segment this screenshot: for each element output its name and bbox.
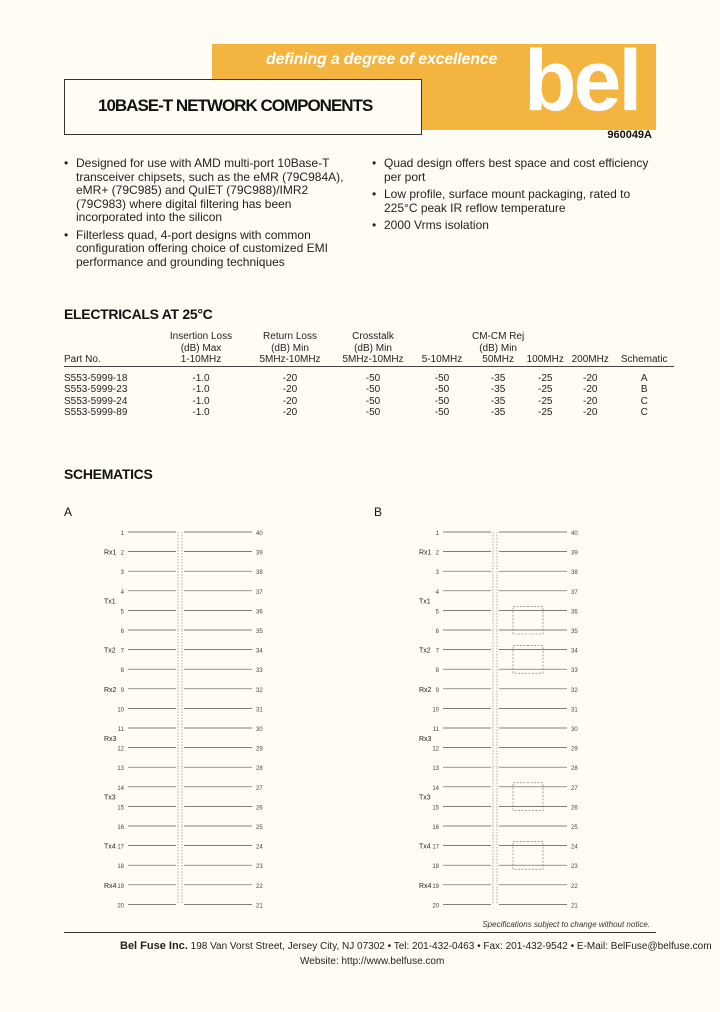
pin-label: 1 bbox=[435, 531, 439, 537]
pin-label: 6 bbox=[120, 629, 124, 635]
pin-label: 34 bbox=[256, 648, 263, 655]
table-cell: -25 bbox=[537, 372, 553, 384]
pin-label: 35 bbox=[571, 629, 578, 635]
table-cell: A bbox=[640, 372, 648, 384]
pin-label: 33 bbox=[571, 668, 578, 675]
table-cell bbox=[524, 331, 566, 343]
table-cell: -50 bbox=[365, 372, 381, 384]
table-cell bbox=[64, 331, 156, 343]
channel-label: Tx1 bbox=[419, 598, 431, 606]
table-header-row bbox=[64, 331, 674, 343]
table-cell: -35 bbox=[490, 407, 506, 418]
feature-item: • Quad design offers best space and cost efficiency per port bbox=[372, 157, 660, 184]
pin-label: 11 bbox=[117, 727, 124, 733]
pin-label: 12 bbox=[432, 746, 439, 753]
channel-label: Tx3 bbox=[104, 794, 116, 802]
table-cell: C bbox=[640, 407, 648, 418]
pin-label: 7 bbox=[435, 648, 439, 655]
pin-label: 36 bbox=[571, 609, 578, 616]
schematics-heading: SCHEMATICS bbox=[64, 466, 153, 482]
channel-label: Tx3 bbox=[419, 794, 431, 802]
table-cell: -1.0 bbox=[192, 384, 210, 395]
pin-label: 29 bbox=[571, 746, 578, 753]
pin-label: 38 bbox=[256, 570, 263, 577]
pin-label: 39 bbox=[571, 550, 578, 557]
table-cell: S553-5999-18 bbox=[64, 372, 128, 384]
channel-label: Rx3 bbox=[419, 735, 432, 743]
channel-label: Rx3 bbox=[104, 735, 117, 743]
table-cell: Schematic bbox=[614, 354, 674, 366]
pin-label: 16 bbox=[117, 825, 124, 831]
electricals-table bbox=[64, 331, 674, 419]
table-row bbox=[64, 407, 674, 419]
feature-item: • Filterless quad, 4-port designs with common configuration offering choice of customized EMI performance and grounding techniques bbox=[64, 229, 350, 270]
pin-label: 22 bbox=[256, 883, 263, 890]
pin-label: 19 bbox=[432, 883, 439, 890]
pin-label: 8 bbox=[435, 668, 439, 675]
channel-label: Rx2 bbox=[104, 686, 117, 694]
pin-label: 26 bbox=[571, 805, 578, 812]
pin-label: 36 bbox=[256, 609, 263, 616]
table-cell: -25 bbox=[537, 407, 553, 418]
table-header-row bbox=[64, 343, 674, 355]
channel-label: Rx4 bbox=[419, 882, 432, 890]
pin-label: 3 bbox=[435, 570, 439, 577]
pin-label: 14 bbox=[432, 785, 439, 792]
pin-label: 26 bbox=[256, 805, 263, 812]
table-cell: S553-5999-23 bbox=[64, 384, 128, 395]
table-cell: -20 bbox=[582, 407, 598, 418]
table-cell bbox=[524, 343, 566, 355]
table-cell: -20 bbox=[282, 372, 298, 384]
pin-label: 2 bbox=[435, 550, 439, 557]
website[interactable]: Website: http://www.belfuse.com bbox=[300, 956, 445, 967]
table-cell: -50 bbox=[365, 395, 381, 407]
pin-label: 23 bbox=[571, 864, 578, 871]
table-cell: -35 bbox=[490, 384, 506, 395]
feature-item: • Designed for use with AMD multi-port 10Base-T transceiver chipsets, such as the eMR (79C984A), eMR+ (79C985) and QuIET (79C988)/IMR2 (79C983) where digital filtering has been incorporated into the silicon bbox=[64, 157, 350, 225]
pin-label: 18 bbox=[432, 864, 439, 871]
pin-label: 12 bbox=[117, 746, 124, 753]
table-cell: -20 bbox=[282, 384, 298, 395]
pin-label: 20 bbox=[432, 903, 439, 910]
table-cell: -50 bbox=[434, 372, 450, 384]
table-cell: 50MHz bbox=[472, 354, 524, 366]
company-name: Bel Fuse Inc. bbox=[120, 940, 188, 952]
pin-label: 19 bbox=[117, 883, 124, 890]
table-cell bbox=[64, 343, 156, 355]
pin-label: 4 bbox=[435, 589, 439, 596]
pin-label: 9 bbox=[120, 687, 124, 694]
footnote: Specifications subject to change without notice. bbox=[482, 920, 650, 929]
table-cell: -25 bbox=[537, 395, 553, 407]
table-cell: 200MHz bbox=[566, 354, 614, 366]
pin-label: 15 bbox=[117, 805, 124, 812]
table-cell: -35 bbox=[490, 395, 506, 407]
table-cell: (dB) Min bbox=[479, 342, 517, 354]
table-cell: -50 bbox=[365, 384, 381, 395]
table-cell: -50 bbox=[434, 395, 450, 407]
features-left bbox=[64, 157, 350, 273]
footer-divider bbox=[64, 932, 656, 933]
pin-label: 5 bbox=[435, 609, 439, 616]
page-title: 10BASE-T NETWORK COMPONENTS bbox=[98, 96, 373, 115]
pin-label: 28 bbox=[256, 766, 263, 773]
pin-label: 25 bbox=[256, 825, 263, 831]
pin-label: 27 bbox=[571, 785, 578, 792]
electricals-heading: ELECTRICALS AT 25°C bbox=[64, 306, 213, 322]
channel-label: Tx4 bbox=[419, 843, 431, 851]
channel-label: Rx4 bbox=[104, 882, 117, 890]
table-cell bbox=[614, 343, 674, 355]
pin-label: 8 bbox=[120, 668, 124, 675]
table-cell: 100MHz bbox=[524, 354, 566, 366]
table-cell: CM-CM Rej bbox=[472, 331, 525, 342]
pin-label: 31 bbox=[256, 707, 263, 714]
table-cell bbox=[566, 331, 614, 343]
pin-label: 10 bbox=[432, 707, 439, 714]
pin-label: 11 bbox=[432, 727, 439, 733]
table-cell: S553-5999-89 bbox=[64, 407, 128, 418]
table-cell: -1.0 bbox=[192, 407, 210, 418]
pin-label: 7 bbox=[120, 648, 124, 655]
pin-label: 20 bbox=[117, 903, 124, 910]
table-cell: Crosstalk bbox=[352, 331, 394, 342]
pin-label: 40 bbox=[256, 531, 263, 537]
table-cell: (dB) Max bbox=[180, 342, 222, 354]
feature-item: • Low profile, surface mount packaging, rated to 225°C peak IR reflow temperature bbox=[372, 188, 660, 215]
table-cell: -1.0 bbox=[192, 395, 210, 407]
pin-label: 39 bbox=[256, 550, 263, 557]
pin-label: 17 bbox=[432, 844, 439, 851]
table-row bbox=[64, 366, 674, 384]
pin-label: 17 bbox=[117, 844, 124, 851]
pin-label: 3 bbox=[120, 570, 124, 577]
channel-label: Rx1 bbox=[419, 549, 432, 557]
channel-label: Rx1 bbox=[104, 549, 117, 557]
pin-label: 22 bbox=[571, 883, 578, 890]
table-cell: 5-10MHz bbox=[412, 354, 472, 366]
pin-label: 37 bbox=[571, 589, 578, 596]
schematic-b-label: B bbox=[374, 505, 383, 519]
table-cell: Return Loss bbox=[263, 331, 317, 342]
table-header-row bbox=[64, 354, 674, 366]
pin-label: 1 bbox=[120, 531, 124, 537]
pin-label: 24 bbox=[571, 844, 578, 851]
pin-label: 10 bbox=[117, 707, 124, 714]
pin-label: 34 bbox=[571, 648, 578, 655]
channel-label: Tx1 bbox=[104, 598, 116, 606]
channel-label: Tx4 bbox=[104, 843, 116, 851]
pin-label: 4 bbox=[120, 589, 124, 596]
pin-label: 13 bbox=[432, 766, 439, 773]
schematic-a bbox=[90, 522, 290, 922]
table-cell bbox=[412, 331, 472, 343]
table-cell: -20 bbox=[582, 384, 598, 395]
pin-label: 5 bbox=[120, 609, 124, 616]
table-cell: -35 bbox=[490, 372, 506, 384]
table-cell: -50 bbox=[434, 384, 450, 395]
pin-label: 37 bbox=[256, 589, 263, 596]
pin-label: 27 bbox=[256, 785, 263, 792]
table-cell: 5MHz-10MHz bbox=[334, 354, 412, 366]
pin-label: 23 bbox=[256, 864, 263, 871]
pin-label: 6 bbox=[435, 629, 439, 635]
pin-label: 18 bbox=[117, 864, 124, 871]
table-row bbox=[64, 384, 674, 396]
table-cell: -1.0 bbox=[192, 372, 210, 384]
pin-label: 29 bbox=[256, 746, 263, 753]
schematic-b bbox=[405, 522, 605, 922]
table-cell: Insertion Loss bbox=[169, 331, 233, 342]
table-cell: -20 bbox=[282, 395, 298, 407]
table-cell: -20 bbox=[582, 395, 598, 407]
channel-label: Tx2 bbox=[104, 647, 116, 655]
pin-label: 30 bbox=[571, 727, 578, 733]
table-cell: C bbox=[640, 395, 648, 407]
pin-label: 13 bbox=[117, 766, 124, 773]
feature-item: • 2000 Vrms isolation bbox=[372, 219, 660, 233]
pin-label: 32 bbox=[571, 687, 578, 694]
channel-label: Rx2 bbox=[419, 686, 432, 694]
pin-label: 40 bbox=[571, 531, 578, 537]
table-cell: -20 bbox=[582, 372, 598, 384]
pin-label: 9 bbox=[435, 687, 439, 694]
pin-label: 25 bbox=[571, 825, 578, 831]
doc-number: 960049A bbox=[607, 129, 652, 141]
channel-label: Tx2 bbox=[419, 647, 431, 655]
table-cell: -50 bbox=[365, 407, 381, 418]
table-row bbox=[64, 396, 674, 408]
table-cell: (dB) Min bbox=[271, 342, 309, 354]
pin-label: 2 bbox=[120, 550, 124, 557]
table-cell: S553-5999-24 bbox=[64, 395, 128, 407]
pin-label: 31 bbox=[571, 707, 578, 714]
pin-label: 38 bbox=[571, 570, 578, 577]
pin-label: 35 bbox=[256, 629, 263, 635]
pin-label: 32 bbox=[256, 687, 263, 694]
company-address: 198 Van Vorst Street, Jersey City, NJ 07302 • Tel: 201-432-0463 • Fax: 201-432-9542 • E-Mail: BelFuse@belfuse.com bbox=[190, 941, 712, 952]
pin-label: 24 bbox=[256, 844, 263, 851]
table-cell: Part No. bbox=[64, 354, 156, 366]
pin-label: 21 bbox=[571, 903, 578, 910]
footer-address-line bbox=[120, 940, 712, 952]
table-cell: -25 bbox=[537, 384, 553, 395]
table-cell bbox=[412, 343, 472, 355]
pin-label: 21 bbox=[256, 903, 263, 910]
bel-logo: bel bbox=[524, 33, 640, 129]
pin-label: 16 bbox=[432, 825, 439, 831]
table-cell: 5MHz-10MHz bbox=[246, 354, 334, 366]
pin-label: 30 bbox=[256, 727, 263, 733]
table-cell: -20 bbox=[282, 407, 298, 418]
table-cell: (dB) Min bbox=[354, 342, 392, 354]
tagline: defining a degree of excellence bbox=[266, 51, 498, 68]
pin-label: 28 bbox=[571, 766, 578, 773]
table-cell: 1-10MHz bbox=[156, 354, 246, 366]
table-cell: -50 bbox=[434, 407, 450, 418]
pin-label: 33 bbox=[256, 668, 263, 675]
pin-label: 15 bbox=[432, 805, 439, 812]
features-right bbox=[372, 157, 660, 237]
table-cell: B bbox=[640, 384, 648, 395]
pin-label: 14 bbox=[117, 785, 124, 792]
table-cell bbox=[614, 331, 674, 343]
table-cell bbox=[566, 343, 614, 355]
schematic-a-label: A bbox=[64, 505, 73, 519]
